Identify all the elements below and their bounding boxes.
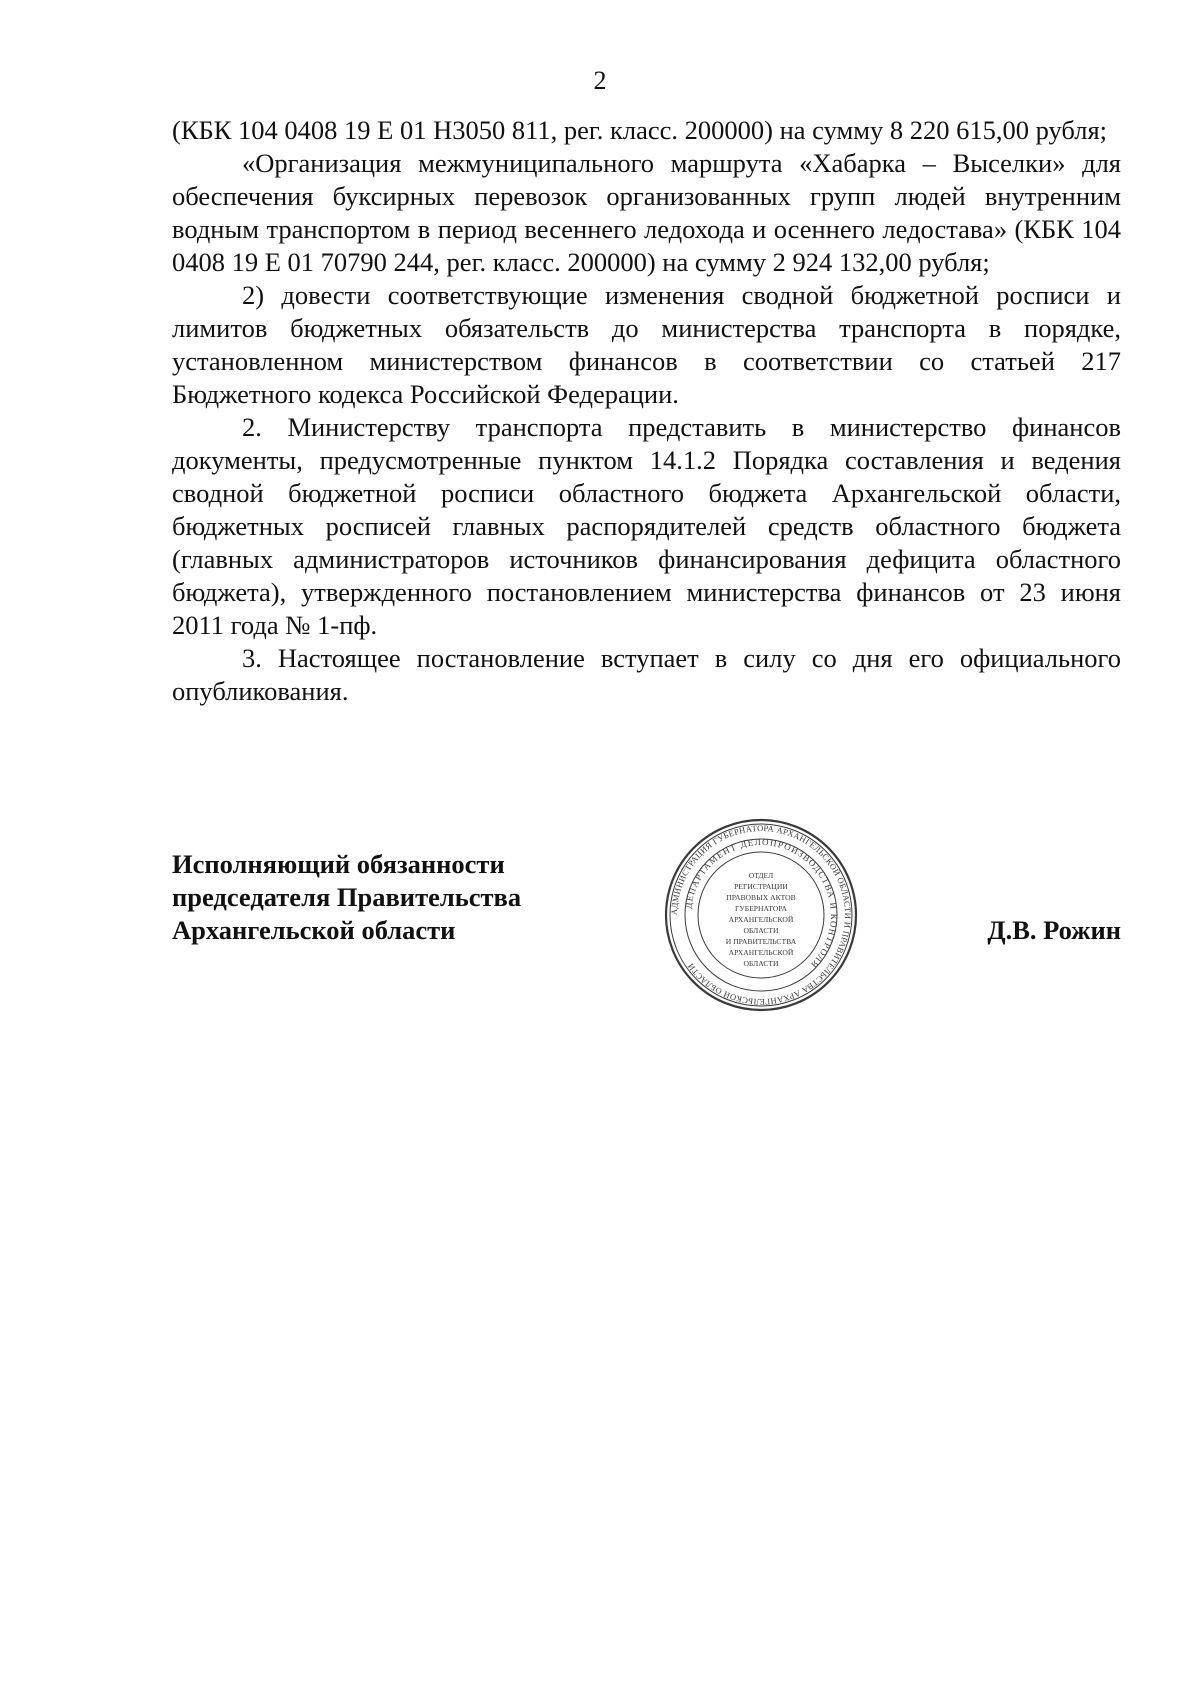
seal-outer-text: АДМИНИСТРАЦИЯ ГУБЕРНАТОРА АРХАНГЕЛЬСКОЙ ОБЛАСТИ И ПРАВИТЕЛЬСТВА АРХАНГЕЛЬСКОЙ ОБЛАСТИ	[668, 822, 854, 1008]
seal-center-line: РЕГИСТРАЦИИ	[734, 882, 788, 891]
seal-center-line: АРХАНГЕЛЬСКОЙ	[728, 948, 794, 957]
document-body	[172, 114, 1121, 708]
signatory-title-line: Архангельской области	[172, 915, 456, 945]
signatory-title-line: Исполняющий обязанности	[172, 849, 505, 879]
signature-block	[172, 848, 1121, 1048]
seal-center-line: И ПРАВИТЕЛЬСТВА	[725, 937, 797, 946]
signatory-name: Д.В. Рожин	[987, 915, 1121, 945]
seal-graphic	[664, 818, 858, 1012]
signatory-title	[172, 848, 521, 947]
seal-center-line: АРХАНГЕЛЬСКОЙ	[728, 915, 794, 924]
paragraph-ministry-documents: 2. Министерству транспорта представить в министерство финансов документы, предусмотренные пунктом 14.1.2 Порядка составления и ведения сводной бюджетной росписи областного бюджета Архангельской области, бюджетных росписей главных распорядителей средств областного бюджета (главных администраторов источников финансирования дефицита областного бюджета), утвержденного постановлением министерства финансов от 23 июня 2011 года № 1-пф.	[172, 412, 1121, 640]
seal-center-line: ГУБЕРНАТОРА	[734, 904, 788, 913]
seal-center-line: ОБЛАСТИ	[743, 959, 779, 968]
paragraph-kbk-line: (КБК 104 0408 19 Е 01 Н3050 811, рег. класс. 200000) на сумму 8 220 615,00 рубля;	[172, 115, 1108, 145]
paragraph-effective-date: 3. Настоящее постановление вступает в силу со дня его официального опубликования.	[172, 643, 1121, 706]
page-number: 2	[593, 66, 607, 95]
paragraph-budget-changes: 2) довести соответствующие изменения сводной бюджетной росписи и лимитов бюджетных обязательств до министерства транспорта в порядке, установленном министерством финансов в соответствии со статьей 217 Бюджетного кодекса Российской Федерации.	[172, 280, 1121, 409]
seal-center-line: ПРАВОВЫХ АКТОВ	[726, 893, 796, 902]
seal-center-line: ОТДЕЛ	[748, 871, 774, 880]
seal-center-line: ОБЛАСТИ	[743, 926, 779, 935]
official-seal	[664, 818, 858, 1012]
paragraph-route-organization: «Организация межмуниципального маршрута «Хабарка – Выселки» для обеспечения буксирных перевозок организованных групп людей внутренним водным транспортом в период весеннего ледохода и осеннего ледостава» (КБК 104 0408 19 Е 01 70790 244, рег. класс. 200000) на сумму 2 924 132,00 рубля;	[172, 148, 1121, 277]
signatory-title-line: председателя Правительства	[172, 882, 522, 912]
seal-ring-text: ДЕПАРТАМЕНТ ДЕЛОПРОИЗВОДСТВА И КОНТРОЛЯ	[683, 836, 840, 971]
